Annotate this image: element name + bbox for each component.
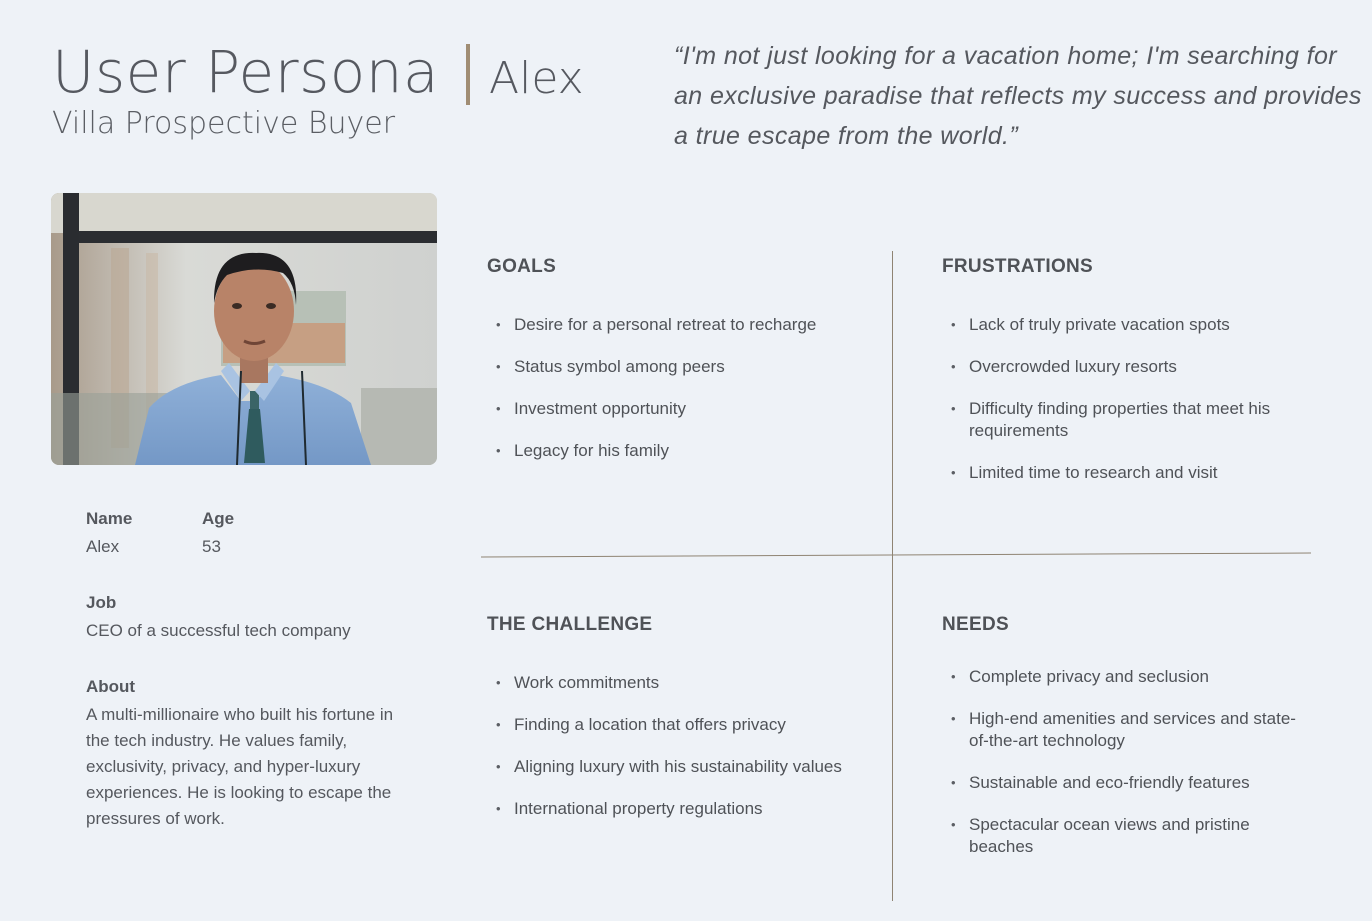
list-item: • Spectacular ocean views and pristine beaches [942,814,1307,858]
needs-title: NEEDS [942,614,1009,635]
about-value: A multi-millionaire who built his fortune in the tech industry. He values family, exclusivity, privacy, and hyper-luxury experiences. He is looking to escape the pressures of work. [86,705,394,828]
title-divider [466,44,470,105]
list-item: • International property regulations [487,798,847,820]
name-label: Name [86,509,133,528]
challenge-list [487,672,847,840]
list-item: • Work commitments [487,672,847,694]
list-item: • Legacy for his family [487,440,882,462]
list-item: • Overcrowded luxury resorts [942,356,1322,378]
persona-photo-illustration [51,193,437,465]
persona-quote: “I'm not just looking for a vacation home; I'm searching for an exclusive paradise that reflects my success and provides a true escape from the world.” [674,42,1362,150]
list-item: • Finding a location that offers privacy [487,714,847,736]
list-item: • Difficulty finding properties that meet his requirements [942,398,1322,442]
list-item: • Status symbol among peers [487,356,882,378]
list-item: • Sustainable and eco-friendly features [942,772,1307,794]
list-item: • Complete privacy and seclusion [942,666,1307,688]
quadrant-horizontal-divider [481,550,1311,560]
about-label: About [86,677,136,696]
name-value: Alex [86,537,120,556]
list-item: • Desire for a personal retreat to recharge [487,314,882,336]
frustrations-title: FRUSTRATIONS [942,256,1094,277]
job-value: CEO of a successful tech company [86,621,351,640]
list-item: • Investment opportunity [487,398,882,420]
list-item: • Aligning luxury with his sustainability values [487,756,847,778]
page-title: User Persona [52,38,440,106]
frustrations-list [942,314,1322,504]
goals-title: GOALS [487,256,557,277]
challenge-title: THE CHALLENGE [487,614,653,635]
persona-name: Alex [489,53,584,104]
list-item: • High-end amenities and services and state-of-the-art technology [942,708,1307,752]
list-item: • Limited time to research and visit [942,462,1322,484]
age-label: Age [202,509,235,528]
list-item: • Lack of truly private vacation spots [942,314,1322,336]
goals-list [487,314,882,482]
age-value: 53 [202,537,221,556]
quadrant-vertical-divider [892,251,893,901]
needs-list [942,666,1307,878]
persona-photo [51,193,437,465]
page-subtitle: Villa Prospective Buyer [52,106,396,141]
job-label: Job [86,593,117,612]
